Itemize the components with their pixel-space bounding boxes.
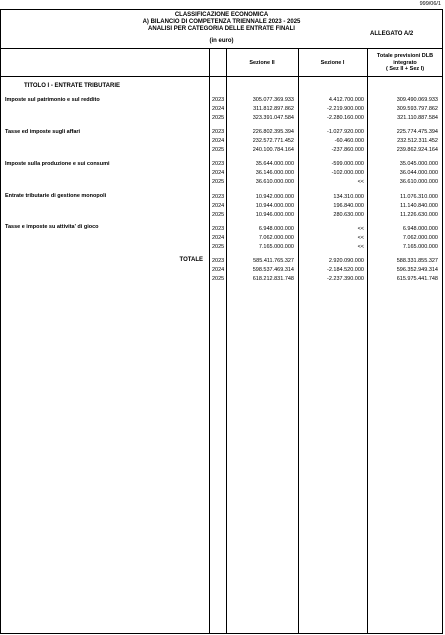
year-cell: 2024 — [212, 235, 225, 241]
sezione-1-cell: 4.412.700.000 — [328, 97, 364, 103]
year-cell: 2025 — [212, 244, 225, 250]
year-cell: 2025 — [212, 212, 225, 218]
header-rule-bottom — [0, 76, 443, 77]
sezione-2-cell: 305.077.369.933 — [252, 97, 294, 103]
year-cell: 2023 — [212, 97, 225, 103]
totale-cell: 11.076.310.000 — [400, 194, 438, 200]
category-label: Tasse ed imposte sugli affari — [5, 129, 81, 135]
year-cell: 2023 — [212, 194, 225, 200]
sezione-2-cell: 598.537.469.314 — [252, 267, 294, 273]
totale-cell: 309.593.797.862 — [396, 106, 438, 112]
column-header-totale-line-3: ( Sez II + Sez I) — [385, 66, 425, 72]
totale-cell: 36.044.000.000 — [399, 170, 438, 176]
sezione-2-cell: 10.942.000.000 — [255, 194, 294, 200]
category-label: Tasse e imposte su attivita' di gioco — [5, 224, 99, 230]
year-cell: 2023 — [212, 129, 225, 135]
sezione-1-cell: -2.280.160.000 — [326, 115, 364, 121]
totale-cell: 7.062.000.000 — [402, 235, 438, 241]
totale-cell: 309.490.069.933 — [396, 97, 438, 103]
header-rule-top — [0, 48, 443, 49]
year-cell: 2025 — [212, 179, 225, 185]
sezione-1-cell: 2.920.090.000 — [328, 258, 364, 264]
sezione-2-cell: 7.165.000.000 — [258, 244, 294, 250]
totale-cell: 615.975.441.748 — [396, 276, 438, 282]
totale-cell: 35.045.000.000 — [399, 161, 438, 167]
sezione-2-cell: 36.146.000.000 — [255, 170, 294, 176]
sezione-1-cell: -599.000.000 — [331, 161, 364, 167]
header-line-1: CLASSIFICAZIONE ECONOMICA — [174, 12, 269, 18]
year-cell: 2024 — [212, 267, 225, 273]
column-divider — [367, 48, 368, 634]
category-label: Imposte sulla produzione e sui consumi — [5, 161, 110, 167]
sezione-2-cell: 6.948.000.000 — [258, 226, 294, 232]
sezione-1-cell: << — [357, 235, 364, 241]
sezione-2-cell: 323.391.047.584 — [252, 115, 294, 121]
sezione-1-cell: -2.219.900.000 — [326, 106, 364, 112]
sezione-1-cell: << — [357, 244, 364, 250]
column-divider — [209, 48, 210, 634]
header-line-2: A) BILANCIO DI COMPETENZA TRIENNALE 2023 - 2025 — [142, 19, 301, 25]
year-cell: 2024 — [212, 203, 225, 209]
year-cell: 2025 — [212, 115, 225, 121]
section-title: TITOLO I - ENTRATE TRIBUTARIE — [24, 83, 120, 89]
totale-cell: 239.862.924.164 — [396, 147, 438, 153]
sezione-2-cell: 35.644.000.000 — [255, 161, 294, 167]
sezione-1-cell: -1.027.920.000 — [326, 129, 364, 135]
sezione-1-cell: 134.310.000 — [333, 194, 364, 200]
category-label: Imposte sul patrimonio e sul reddito — [5, 97, 100, 103]
column-divider — [298, 48, 299, 634]
column-header-totale-line-2: integrato — [393, 59, 417, 66]
totale-cell: 596.352.949.314 — [396, 267, 438, 273]
totale-cell: 321.110.887.584 — [397, 115, 438, 121]
sezione-1-cell: -102.000.000 — [331, 170, 364, 176]
year-cell: 2024 — [212, 106, 225, 112]
sezione-2-cell: 585.411.765.327 — [253, 258, 294, 264]
sezione-2-cell: 36.610.000.000 — [255, 179, 294, 185]
year-cell: 2024 — [212, 170, 225, 176]
totale-cell: 588.331.855.327 — [396, 258, 438, 264]
header-line-4: (in euro) — [209, 38, 234, 44]
year-cell: 2025 — [212, 276, 225, 282]
page-id: 999/06/1 — [419, 1, 441, 7]
sezione-1-cell: -2.237.390.000 — [326, 276, 364, 282]
sezione-2-cell: 226.802.395.394 — [252, 129, 294, 135]
sezione-1-cell: -60.460.000 — [334, 138, 364, 144]
sezione-1-cell: -2.184.520.000 — [326, 267, 364, 273]
column-header-sezione-2: Sezione II — [249, 60, 275, 66]
year-cell: 2024 — [212, 138, 225, 144]
sezione-2-cell: 232.572.771.452 — [252, 138, 294, 144]
column-divider — [226, 48, 227, 634]
sezione-1-cell: 280.630.000 — [333, 212, 364, 218]
allegato-label: ALLEGATO A/2 — [370, 31, 414, 37]
sezione-2-cell: 240.100.784.164 — [252, 147, 294, 153]
sezione-2-cell: 618.212.831.748 — [252, 276, 294, 282]
sezione-2-cell: 10.946.000.000 — [255, 212, 294, 218]
sezione-1-cell: -237.860.000 — [331, 147, 364, 153]
totale-cell: 225.774.475.394 — [396, 129, 438, 135]
totale-cell: 232.512.311.452 — [397, 138, 438, 144]
sezione-1-cell: << — [357, 226, 364, 232]
totale-cell: 11.226.630.000 — [400, 212, 438, 218]
year-cell: 2023 — [212, 226, 225, 232]
totale-label: TOTALE — [179, 257, 203, 263]
totale-cell: 36.610.000.000 — [399, 179, 438, 185]
column-header-totale-line-1: Totale previsioni DLB — [376, 53, 434, 59]
totale-cell: 7.165.000.000 — [402, 244, 438, 250]
sezione-2-cell: 7.062.000.000 — [258, 235, 294, 241]
year-cell: 2025 — [212, 147, 225, 153]
sezione-2-cell: 311.812.897.862 — [253, 106, 294, 112]
year-cell: 2023 — [212, 161, 225, 167]
sezione-1-cell: << — [357, 179, 364, 185]
totale-cell: 11.140.840.000 — [400, 203, 438, 209]
year-cell: 2023 — [212, 258, 225, 264]
sezione-1-cell: 196.840.000 — [333, 203, 364, 209]
category-label: Entrate tributarie di gestione monopoli — [5, 193, 107, 199]
header-line-3: ANALISI PER CATEGORIA DELLE ENTRATE FINALI — [148, 26, 295, 32]
column-header-sezione-1: Sezione I — [320, 60, 345, 66]
sezione-2-cell: 10.944.000.000 — [255, 203, 294, 209]
totale-cell: 6.948.000.000 — [402, 226, 438, 232]
